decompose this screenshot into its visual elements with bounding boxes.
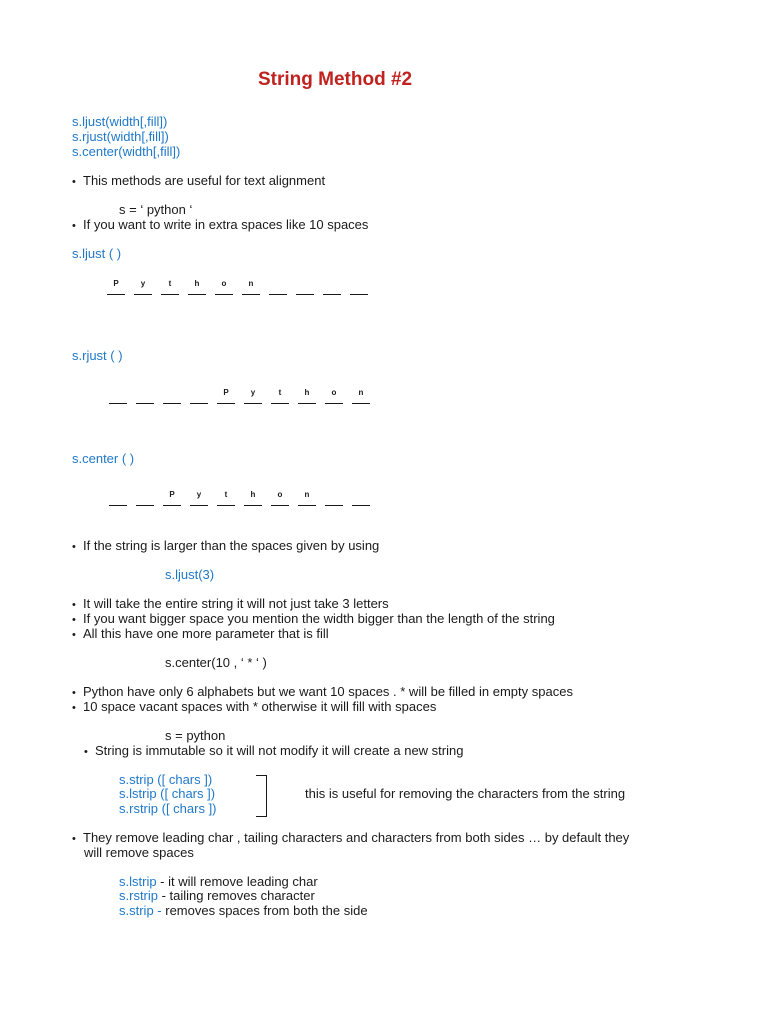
- slot-underline: [109, 505, 127, 506]
- char-slot: [324, 490, 344, 506]
- char-slot: [322, 279, 342, 295]
- slot-char: h: [304, 388, 310, 397]
- char-slot: [297, 490, 317, 506]
- slot-underline: [323, 294, 341, 295]
- slot-char: y: [196, 490, 202, 499]
- bullet-immutable: • String is immutable so it will not modify it will create a new string: [84, 743, 463, 758]
- char-slot: [162, 388, 182, 404]
- lstrip-desc-method: s.lstrip: [119, 874, 157, 889]
- slot-underline: [242, 294, 260, 295]
- ljust-diagram: [106, 279, 376, 295]
- char-slot: [324, 388, 344, 404]
- bullet-six-alphabets: • Python have only 6 alphabets but we want 10 spaces . * will be filled in empty spaces: [72, 684, 573, 699]
- rstrip-desc: [119, 888, 315, 903]
- char-slot: [243, 388, 263, 404]
- slot-char: P: [169, 490, 175, 499]
- strip-note: this is useful for removing the characters from the string: [305, 786, 626, 801]
- bullet-remove: • They remove leading char , tailing characters and characters from both sides … by default they: [72, 830, 629, 845]
- slot-char: n: [248, 279, 254, 288]
- char-slot: [241, 279, 261, 295]
- bullet-entire-string: • It will take the entire string it will not just take 3 letters: [72, 596, 389, 611]
- slot-underline: [217, 505, 235, 506]
- lstrip-method: s.lstrip ([ chars ]): [119, 786, 216, 801]
- slot-underline: [163, 403, 181, 404]
- char-slot: [214, 279, 234, 295]
- bullet-remove-cont: will remove spaces: [84, 845, 194, 860]
- slot-underline: [325, 403, 343, 404]
- char-slot: [351, 490, 371, 506]
- method-center: s.center(width[,fill]): [72, 144, 181, 159]
- char-slot: [351, 388, 371, 404]
- slot-underline: [325, 505, 343, 506]
- slot-char: n: [304, 490, 310, 499]
- slot-char: y: [250, 388, 256, 397]
- char-slot: [108, 388, 128, 404]
- s-assign-python-2: s = python: [165, 728, 226, 743]
- slot-underline: [136, 505, 154, 506]
- char-slot: [106, 279, 126, 295]
- slot-underline: [190, 403, 208, 404]
- rstrip-method: s.rstrip ([ chars ]): [119, 801, 217, 816]
- strip-method: s.strip ([ chars ]): [119, 772, 213, 787]
- method-rjust: s.rjust(width[,fill]): [72, 129, 169, 144]
- slot-underline: [298, 505, 316, 506]
- slot-underline: [298, 403, 316, 404]
- char-slot: [189, 490, 209, 506]
- char-slot: [162, 490, 182, 506]
- char-slot: [160, 279, 180, 295]
- slot-underline: [269, 294, 287, 295]
- char-slot: [295, 279, 315, 295]
- lstrip-desc: [119, 874, 318, 889]
- rstrip-desc-text: - tailing removes character: [158, 888, 315, 903]
- slot-underline: [350, 294, 368, 295]
- center-diagram: [108, 490, 378, 506]
- slot-underline: [271, 403, 289, 404]
- slot-char: P: [113, 279, 119, 288]
- slot-underline: [190, 505, 208, 506]
- ljust-label: s.ljust ( ): [72, 246, 122, 261]
- char-slot: [216, 490, 236, 506]
- char-slot: [216, 388, 236, 404]
- bullet-fill-param: • All this have one more parameter that is fill: [72, 626, 329, 641]
- slot-underline: [352, 403, 370, 404]
- slot-underline: [109, 403, 127, 404]
- strip-desc: [119, 903, 368, 918]
- strip-desc-text: removes spaces from both the side: [161, 903, 368, 918]
- ljust3-code: s.ljust(3): [165, 567, 215, 582]
- slot-char: h: [250, 490, 256, 499]
- char-slot: [268, 279, 288, 295]
- char-slot: [270, 490, 290, 506]
- bullet-bigger-space: • If you want bigger space you mention the width bigger than the length of the string: [72, 611, 555, 626]
- slot-underline: [244, 505, 262, 506]
- slot-underline: [134, 294, 152, 295]
- method-ljust: s.ljust(width[,fill]): [72, 114, 168, 129]
- slot-underline: [107, 294, 125, 295]
- char-slot: [189, 388, 209, 404]
- strip-bracket: [256, 775, 267, 817]
- slot-char: o: [331, 388, 337, 397]
- slot-char: t: [278, 388, 282, 397]
- slot-underline: [136, 403, 154, 404]
- char-slot: [135, 388, 155, 404]
- bullet-vacant-spaces: • 10 space vacant spaces with * otherwise it will fill with spaces: [72, 699, 436, 714]
- slot-underline: [188, 294, 206, 295]
- slot-underline: [215, 294, 233, 295]
- slot-underline: [244, 403, 262, 404]
- center-label: s.center ( ): [72, 451, 135, 466]
- bullet-larger: • If the string is larger than the spaces given by using: [72, 538, 379, 553]
- strip-desc-method: s.strip -: [119, 903, 162, 918]
- char-slot: [108, 490, 128, 506]
- center-fill-code: s.center(10 , ‘ * ‘ ): [165, 655, 267, 670]
- slot-char: o: [277, 490, 283, 499]
- bullet-extra-spaces: • If you want to write in extra spaces like 10 spaces: [72, 217, 368, 232]
- char-slot: [270, 388, 290, 404]
- slot-char: h: [194, 279, 200, 288]
- char-slot: [133, 279, 153, 295]
- rstrip-desc-method: s.rstrip: [119, 888, 158, 903]
- slot-char: t: [224, 490, 228, 499]
- slot-underline: [271, 505, 289, 506]
- char-slot: [349, 279, 369, 295]
- char-slot: [243, 490, 263, 506]
- bullet-intro: • This methods are useful for text alignment: [72, 173, 325, 188]
- slot-underline: [217, 403, 235, 404]
- slot-char: o: [221, 279, 227, 288]
- slot-underline: [296, 294, 314, 295]
- page-title: String Method #2: [258, 69, 413, 90]
- lstrip-desc-text: - it will remove leading char: [156, 874, 318, 889]
- rjust-label: s.rjust ( ): [72, 348, 123, 363]
- slot-char: y: [140, 279, 146, 288]
- rjust-diagram: [108, 388, 378, 404]
- slot-char: P: [223, 388, 229, 397]
- slot-underline: [163, 505, 181, 506]
- slot-underline: [161, 294, 179, 295]
- slot-char: n: [358, 388, 364, 397]
- char-slot: [187, 279, 207, 295]
- char-slot: [135, 490, 155, 506]
- s-assign-python: s = ‘ python ‘: [119, 202, 193, 217]
- slot-underline: [352, 505, 370, 506]
- char-slot: [297, 388, 317, 404]
- slot-char: t: [168, 279, 172, 288]
